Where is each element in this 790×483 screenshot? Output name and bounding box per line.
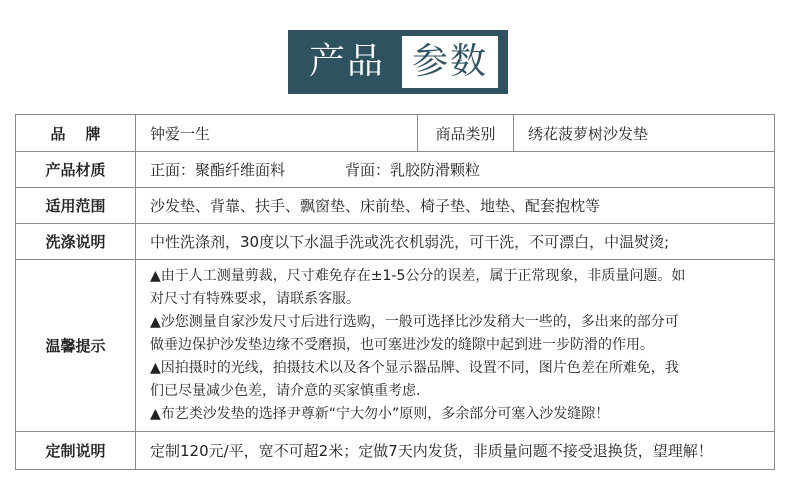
usage-label: 适用范围 bbox=[16, 188, 136, 223]
material-front: 正面：聚酯纤维面料 bbox=[150, 161, 286, 179]
tips-line: ▲因拍摄时的光线，拍摄技术以及各个显示器品牌、设置不同，图片色差在所难免，我 bbox=[150, 360, 679, 376]
tips-line: 做垂边保护沙发垫边缘不受磨损，也可塞进沙发的缝隙中起到进一步防滑的作用。 bbox=[150, 337, 654, 353]
material-back: 背面：乳胶防滑颗粒 bbox=[345, 161, 481, 179]
material-label: 产品材质 bbox=[16, 152, 136, 187]
brand-label: 品牌 bbox=[16, 115, 136, 151]
custom-value: 定制120元/平，宽不可超2米；定做7天内发货，非质量问题不接受退换货，望理解！ bbox=[150, 442, 713, 460]
table-row-washing bbox=[16, 223, 774, 259]
brand-value: 钟爱一生 bbox=[136, 115, 418, 151]
tips-line: 们已尽量减少色差，请介意的买家慎重考虑. bbox=[150, 383, 421, 399]
tips-line: ▲布艺类沙发垫的选择尹尊新“宁大勿小”原则，多余部分可塞入沙发缝隙！ bbox=[150, 406, 610, 422]
tips-line: 对尺寸有特殊要求，请联系客服。 bbox=[150, 291, 360, 307]
material-value bbox=[136, 152, 774, 187]
tips-line: ▲沙您测量自家沙发尺寸后进行选购，一般可选择比沙发稍大一些的，多出来的部分可 bbox=[150, 314, 679, 330]
table-row-tips bbox=[16, 259, 774, 431]
category-label: 商品类别 bbox=[418, 115, 514, 151]
table-row-material bbox=[16, 151, 774, 187]
page-title bbox=[288, 30, 508, 94]
table-row-custom bbox=[16, 431, 774, 469]
usage-value: 沙发垫、背靠、扶手、飘窗垫、床前垫、椅子垫、地垫、配套抱枕等 bbox=[150, 197, 601, 215]
custom-label: 定制说明 bbox=[16, 432, 136, 469]
tips-line: ▲由于人工测量剪裁，尺寸难免存在±1-5公分的误差，属于正常现象，非质量问题。如 bbox=[150, 268, 686, 284]
tips-label: 温馨提示 bbox=[16, 260, 136, 431]
table-row-brand bbox=[16, 115, 774, 151]
table-row-usage bbox=[16, 187, 774, 223]
tips-value bbox=[136, 260, 774, 431]
title-part2: 参数 bbox=[402, 36, 498, 88]
washing-value: 中性洗涤剂，30度以下水温手洗或洗衣机弱洗，可干洗，不可漂白，中温熨烫; bbox=[150, 233, 670, 251]
title-part1: 产品 bbox=[308, 41, 385, 82]
category-value: 绣花菠萝树沙发垫 bbox=[528, 124, 649, 143]
washing-label: 洗涤说明 bbox=[16, 224, 136, 259]
parameter-table bbox=[15, 114, 775, 470]
